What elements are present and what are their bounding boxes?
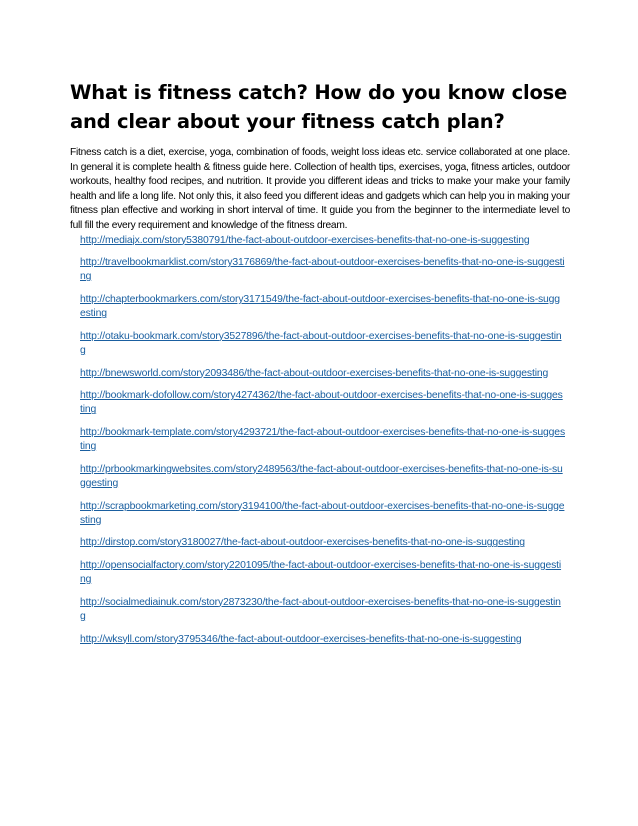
list-item xyxy=(80,633,565,647)
story-link-2[interactable]: http://travelbookmarklist.com/story3176869/the-fact-about-outdoor-exercises-benefits-that-no-one-is-suggesting xyxy=(80,257,565,283)
story-link-9[interactable]: http://scrapbookmarketing.com/story3194100/the-fact-about-outdoor-exercises-benefits-that-no-one-is-suggesting xyxy=(80,500,565,526)
list-item xyxy=(80,559,565,587)
story-link-4[interactable]: http://otaku-bookmark.com/story3527896/the-fact-about-outdoor-exercises-benefits-that-no-one-is-suggesting xyxy=(80,330,562,356)
story-link-3[interactable]: http://chapterbookmarkers.com/story3171549/the-fact-about-outdoor-exercises-benefits-that-no-one-is-suggesting xyxy=(80,293,560,320)
list-item xyxy=(80,256,565,284)
story-link-1[interactable]: http://mediajx.com/story5380791/the-fact-about-outdoor-exercises-benefits-that-no-one-is-suggesting xyxy=(80,234,530,246)
list-item xyxy=(80,536,565,550)
list-item xyxy=(80,367,565,381)
list-item xyxy=(80,500,565,528)
list-item xyxy=(80,389,565,417)
story-link-5[interactable]: http://bnewsworld.com/story2093486/the-fact-about-outdoor-exercises-benefits-that-no-one-is-suggesting xyxy=(80,367,549,379)
story-link-13[interactable]: http://wksyll.com/story3795346/the-fact-about-outdoor-exercises-benefits-that-no-one-is-suggesting xyxy=(80,633,522,645)
story-link-12[interactable]: http://socialmediainuk.com/story2873230/the-fact-about-outdoor-exercises-benefits-that-no-one-is-suggesting xyxy=(80,596,561,622)
story-link-6[interactable]: http://bookmark-dofollow.com/story4274362/the-fact-about-outdoor-exercises-benefits-that-no-one-is-suggesting xyxy=(80,390,563,416)
intro-paragraph: Fitness catch is a diet, exercise, yoga, combination of foods, weight loss ideas etc. service collaborated at one place. In general it is complete health & fitness guide here. Collection of health tips, exercises, yoga, fitness articles, outdoor workouts, healthy food recipes, and nutrition. It provide you different ideas and tricks to make your make your family health and life a long life. Not only this, it also feed you different ideas and gadgets which can help you in making your fitness plan effective and working in short interval of time. It guide you from the beginner to the intermediate level to full fill the every requirement and knowledge of the fitness dream. xyxy=(70,147,570,231)
document-title: What is fitness catch? How do you know close and clear about your fitness catch plan? xyxy=(70,81,568,133)
list-item xyxy=(80,293,565,321)
list-item xyxy=(80,426,565,454)
document-page xyxy=(70,78,570,655)
list-item xyxy=(80,463,565,491)
link-list xyxy=(80,234,565,647)
story-link-11[interactable]: http://opensocialfactory.com/story2201095/the-fact-about-outdoor-exercises-benefits-that-no-one-is-suggesting xyxy=(80,559,562,586)
story-link-7[interactable]: http://bookmark-template.com/story4293721/the-fact-about-outdoor-exercises-benefits-that-no-one-is-suggesting xyxy=(80,426,565,453)
list-item xyxy=(80,330,565,358)
list-item xyxy=(80,234,565,248)
story-link-10[interactable]: http://dirstop.com/story3180027/the-fact-about-outdoor-exercises-benefits-that-no-one-is-suggesting xyxy=(80,537,525,549)
list-item xyxy=(80,596,565,624)
story-link-8[interactable]: http://prbookmarkingwebsites.com/story2489563/the-fact-about-outdoor-exercises-benefits-that-no-one-is-suggesting xyxy=(80,463,563,489)
